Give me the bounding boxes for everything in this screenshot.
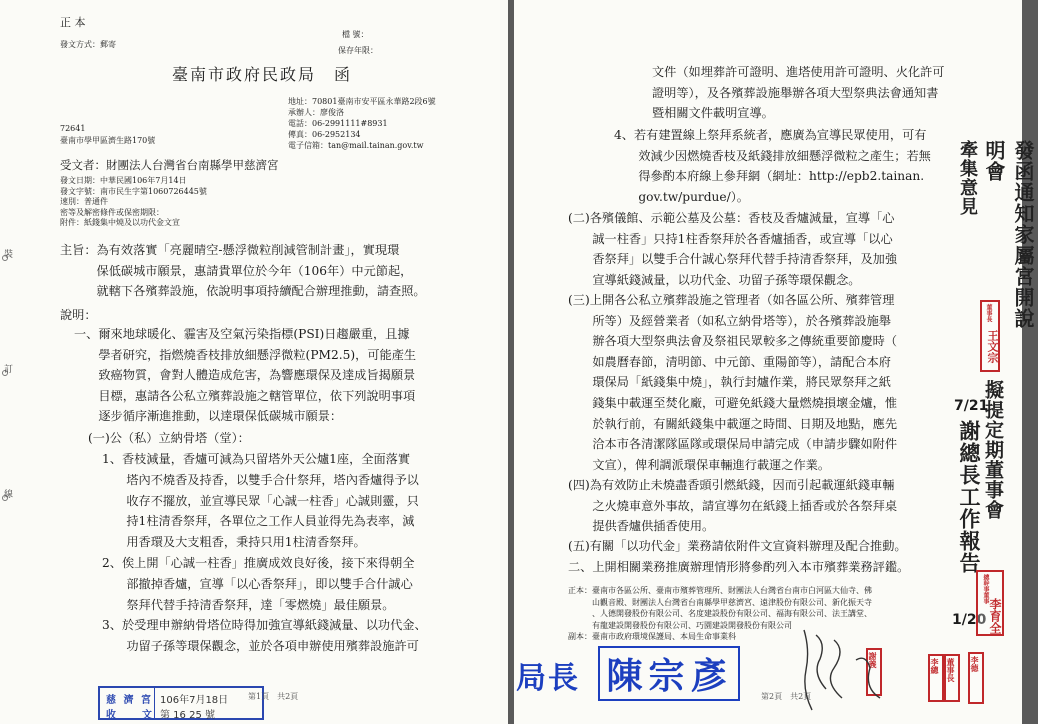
address-line: 地址：70801臺南市安平區永華路2段6號	[288, 97, 436, 106]
item-3-continued: 文件（如埋葬許可證明、進塔使用許可證明、火化許可 證明等），及各殯葬設施舉辦各項大型祭典法會通知書 暨相關文件載明宣導。	[652, 65, 945, 121]
address-line: 電子信箱：tan@mail.tainan.gov.tw	[288, 141, 424, 150]
director-seal: 局長 陳宗彥	[516, 646, 740, 701]
subsection-5: (五)有關「以功代金」業務請依附件文宣資料辦理及配合推動。	[568, 539, 907, 553]
subsection-3: (三)上開各公私立殯葬設施之管理者（如各區公所、殯葬管理 所等）及經營業者（如私立納骨塔等），於各殯葬設施舉 辦各項大型祭典法會及祭祖民眾較多之傳統重要節慶時（ 如農曆春節，清明節、中元節、重陽節等），請配合本府 環保局「紙錢集中燒」，執行封爐作業，將民眾祭拜之紙 錢集中載運至焚化廠，可避免紙錢大量燃燒損壞金爐，惟 於執行前，有關紙錢集中載運之時間、日期及地點，應先 洽本市各清潔隊區隊或環保局申請完成（申請步驟如附件 文宣），俾利調派環保車輛進行載運之作業。	[568, 293, 898, 472]
handwritten-note: 牽集意見	[957, 140, 978, 216]
handwritten-date: 1/20	[952, 612, 987, 628]
page-number: 第1頁 共2頁	[248, 692, 299, 701]
margin-mark: 訂	[4, 365, 14, 375]
page-number: 第2頁 共2頁	[761, 692, 812, 701]
sender-address-block	[288, 96, 436, 151]
handwritten-date: 7/21	[954, 398, 989, 414]
item-2: 二、上開相關業務推廣辦理情形將參酌列入本市殯葬業務評鑑。	[568, 560, 910, 574]
recipient: 受文者：財團法人台灣省台南縣學甲慈濟宮	[60, 158, 279, 172]
subject: 主旨：為有效落實「亮麗晴空-懸浮微粒削減管制計畫」，實現環 保低碳城市願景，惠請貴單位於今年（106年）中元節起， 就轄下各殯葬設施，依說明事項持續配合辦理推動，請查照。	[60, 243, 426, 299]
receipt-number: 第 16 25 號	[160, 710, 215, 721]
subsection-1-items: 1、香枝減量，香爐可減為只留塔外天公爐1座，全面落實 塔內不燒香及持香，以雙手合什祭拜，塔內香爐得予以 收存不擺放，並宣導民眾「心誠一柱香」心誠則靈，只 持1柱清香祭拜，各單位之工作人員並得先為表率，減 用香環及大支粗香，秉持只用1柱清香祭拜。 2、俟上開「心誠一柱香」推廣成效良好後，接下來得朝全 部撤掉香爐，宣導「以心香祭拜」，即以雙手合什誠心 祭拜代替手持清香祭拜，達「零燃燒」最佳願景。 3、於受理申辦納骨塔位時得加強宣導紙錢減量、以功代金、 功留子孫等環保觀念，並於各項申辦使用殯葬設施許可	[102, 452, 427, 654]
receipt-date: 106年7月18日	[160, 695, 229, 706]
subsection-4: (四)為有效防止未燒盡香頭引燃紙錢，因而引起載運紙錢車輛 之火燒車意外事故，請宣導勿在紙錢上插香或於各祭拜桌 提供香爐供插香使用。	[568, 478, 898, 534]
subsection-1-label: (一)公（私）立納骨塔（堂）：	[88, 431, 250, 445]
explain-label: 說明：	[60, 308, 97, 322]
approval-stamp: 李德	[968, 652, 984, 704]
handwritten-note: 發函通知家屬宮開說明會	[982, 140, 1035, 329]
meta-line: 發文字號：南市民生字第1060726445號	[60, 186, 207, 196]
handwritten-note: 謝總長工作報告	[957, 420, 981, 574]
address-line: 傳真：06-2952134	[288, 130, 361, 139]
copy-type: 正 本	[60, 16, 86, 29]
approval-stamp: 董事長	[944, 654, 960, 702]
file-no-label: 檔 號：	[342, 30, 369, 39]
handwritten-signature	[794, 620, 894, 720]
board-stamp: 總幹事董事 李育全	[976, 570, 1004, 636]
handwritten-note: 擬提定期董事會	[982, 380, 1004, 520]
meta-line: 發文日期：中華民國106年7月14日	[60, 176, 187, 185]
retention-label: 保存年限：	[338, 46, 378, 55]
address-line: 承辦人：廖俊洛	[288, 108, 344, 117]
receipt-stamp: 慈 濟 宮 收 文 106年7月18日 第 16 25 號	[98, 686, 264, 720]
item-4: 4、若有建置線上祭拜系統者，應廣為宣導民眾使用，可有 效減少因燃燒香枝及紙錢排放細懸浮微粒之產生；若無 得參酌本府線上參拜網（網址：http://epb2.tainan. gov.tw/purdue/）。	[614, 128, 931, 204]
distribution-list: 正本：臺南市各區公所、臺南市殯葬管理所、財團法人台灣省台南市白河區大仙寺、佛 山觀音殿、財團法人台灣省台南縣學甲慈濟宮、遠津股份有限公司、新化振天寺 、人德開發股份有限公司、名度建設股份有限公司、福海有限公司、法王講堂、 有龍建設開發股份有限公司、巧園建設開發股份有限公司 副本：臺南市政府環境保護局、本局生命事業科	[568, 586, 872, 641]
margin-mark: 線	[4, 490, 14, 500]
approval-stamp: 謝義	[866, 648, 882, 696]
meta-line: 附件：紙錢集中燒及以功代金文宣	[60, 218, 180, 228]
address-line: 電話：06-2991111#8931	[288, 119, 388, 128]
subsection-2: (二)各殯儀館、示範公墓及公墓：香枝及香爐減量，宣導「心 誠一柱香」只持1柱香祭拜於各香爐插香，或宣導「以心 香祭拜」以雙手合什誠心祭拜代替手持清香祭拜，及加強 宣導紙錢減量，以功代金、功留子孫等環保觀念。	[568, 211, 898, 287]
letter-page-1	[0, 0, 508, 724]
chairman-stamp: 董事長 王文宗	[980, 300, 1000, 372]
letter-page-2	[514, 0, 1035, 724]
margin-mark: 裝	[4, 250, 14, 260]
letter-title: 臺南市政府民政局 函	[172, 65, 353, 84]
meta-line: 速別：普通件	[60, 197, 108, 207]
recipient-address: 臺南市學甲區濟生路170號	[60, 136, 156, 145]
recipient-zip: 72641	[60, 124, 86, 133]
meta-block	[60, 176, 207, 229]
send-method: 發文方式：郵寄	[60, 40, 116, 49]
meta-line: 密等及解密條件或保密期限：	[60, 207, 164, 217]
item-1: 一、爾來地球暖化、霾害及空氣污染指標(PSI)日趨嚴重，且據 學者研究，指燃燒香枝排放細懸浮微粒(PM2.5)，可能產生 致癌物質，會對人體造成危害，為響應環保及達成旨揭願景 目標，惠請各公私立殯葬設施之轄管單位，依下列說明事項 逐步循序漸進推動，以達環保低碳城市願景：	[74, 327, 417, 424]
approval-stamp: 李總	[928, 654, 944, 702]
